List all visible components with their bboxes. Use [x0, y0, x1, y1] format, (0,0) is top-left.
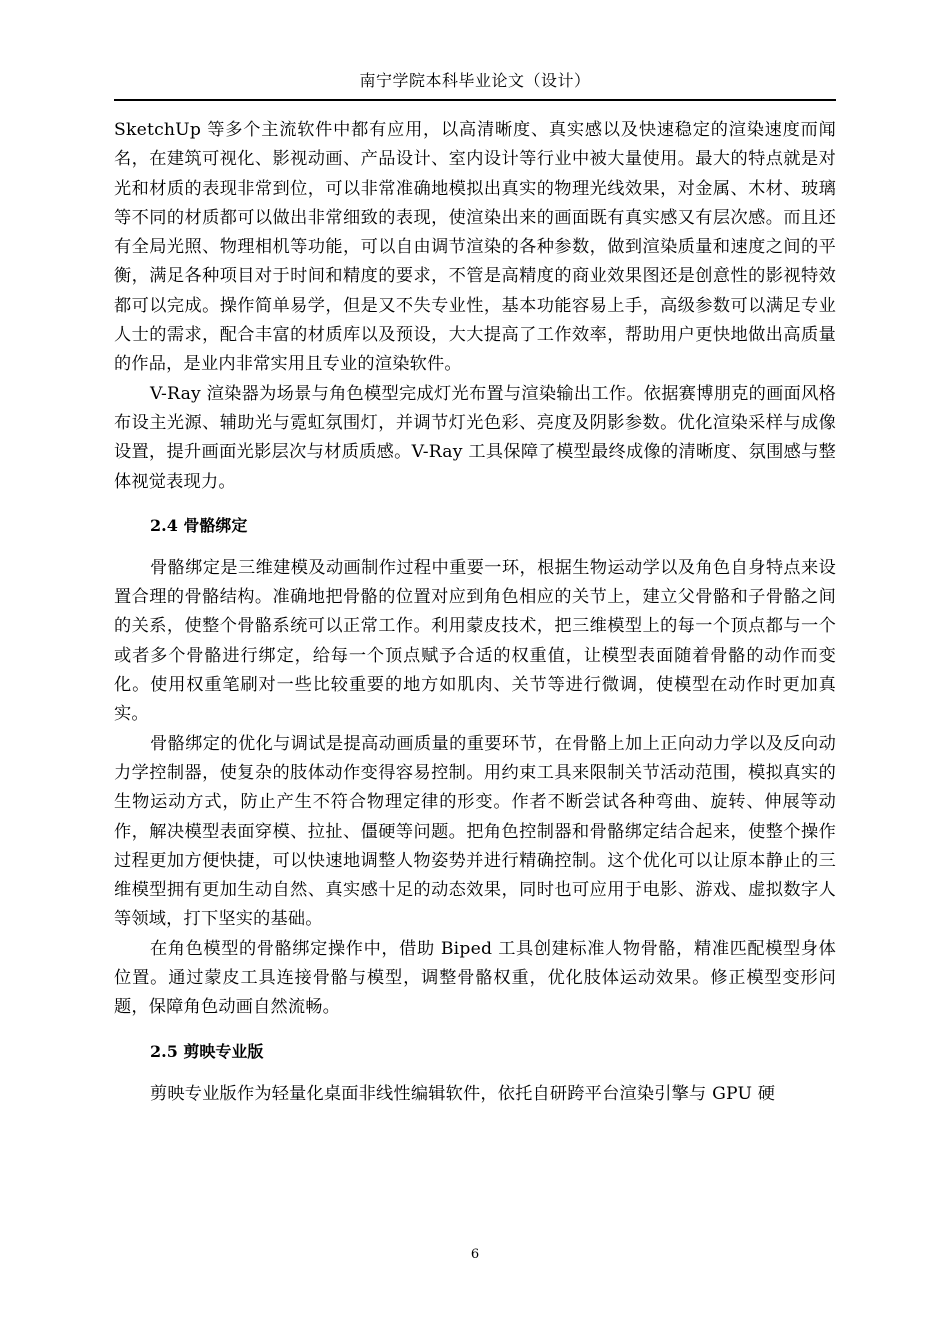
page-body: [114, 116, 836, 1109]
section-heading-2-5: 2.5 剪映专业版: [150, 1041, 264, 1061]
paragraph-vray-overview: SketchUp 等多个主流软件中都有应用，以高清晰度、真实感以及快速稳定的渲染速度而闻名，在建筑可视化、影视动画、产品设计、室内设计等行业中被大量使用。最大的特点就是对光和材质的表现非常到位，可以非常准确地模拟出真实的物理光线效果，对金属、木材、玻璃等不同的材质都可以做出非常细致的表现，使渲染出来的画面既有真实感又有层次感。而且还有全局光照、物理相机等功能，可以自由调节渲染的各种参数，做到渲染质量和速度之间的平衡，满足各种项目对于时间和精度的要求，不管是高精度的商业效果图还是创意性的影视特效都可以完成。操作简单易学，但是又不失专业性，基本功能容易上手，高级参数可以满足专业人士的需求，配合丰富的材质库以及预设，大大提高了工作效率，帮助用户更快地做出高质量的作品，是业内非常实用且专业的渲染软件。: [114, 120, 836, 375]
header-divider: [114, 99, 836, 101]
running-header: 南宁学院本科毕业论文（设计）: [359, 71, 591, 90]
section-heading-2-4: 2.4 骨骼绑定: [150, 515, 248, 535]
paragraph-jianying-intro: 剪映专业版作为轻量化桌面非线性编辑软件，依托自研跨平台渲染引擎与 GPU 硬: [150, 1083, 776, 1104]
paragraph-rigging-intro: 骨骼绑定是三维建模及动画制作过程中重要一环，根据生物运动学以及角色自身特点来设置合理的骨骼结构。准确地把骨骼的位置对应到角色相应的关节上，建立父骨骼和子骨骼之间的关系，使整个骨骼系统可以正常工作。利用蒙皮技术，把三维模型上的每一个顶点都与一个或者多个骨骼进行绑定，给每一个顶点赋予合适的权重值，让模型表面随着骨骼的动作而变化。使用权重笔刷对一些比较重要的地方如肌肉、关节等进行微调，使模型在动作时更加真实。: [114, 557, 836, 725]
paragraph-vray-lighting: V-Ray 渲染器为场景与角色模型完成灯光布置与渲染输出工作。依据赛博朋克的画面风格布设主光源、辅助光与霓虹氛围灯，并调节灯光色彩、亮度及阴影参数。优化渲染采样与成像设置，提升画面光影层次与材质质感。V-Ray 工具保障了模型最终成像的清晰度、氛围感与整体视觉表现力。: [114, 383, 836, 492]
paragraph-biped-rigging: 在角色模型的骨骼绑定操作中，借助 Biped 工具创建标准人物骨骼，精准匹配模型身体位置。通过蒙皮工具连接骨骼与模型，调整骨骼权重，优化肢体运动效果。修正模型变形问题，保障角色动画自然流畅。: [114, 938, 836, 1018]
page-number: 6: [470, 1247, 480, 1262]
paragraph-rigging-optimization: 骨骼绑定的优化与调试是提高动画质量的重要环节，在骨骼上加上正向动力学以及反向动力学控制器，使复杂的肢体动作变得容易控制。用约束工具来限制关节活动范围，模拟真实的生物运动方式，防止产生不符合物理定律的形变。作者不断尝试各种弯曲、旋转、伸展等动作，解决模型表面穿模、拉扯、僵硬等问题。把角色控制器和骨骼绑定结合起来，使整个操作过程更加方便快捷，可以快速地调整人物姿势并进行精确控制。这个优化可以让原本静止的三维模型拥有更加生动自然、真实感十足的动态效果，同时也可应用于电影、游戏、虚拟数字人等领域，打下坚实的基础。: [114, 733, 836, 930]
